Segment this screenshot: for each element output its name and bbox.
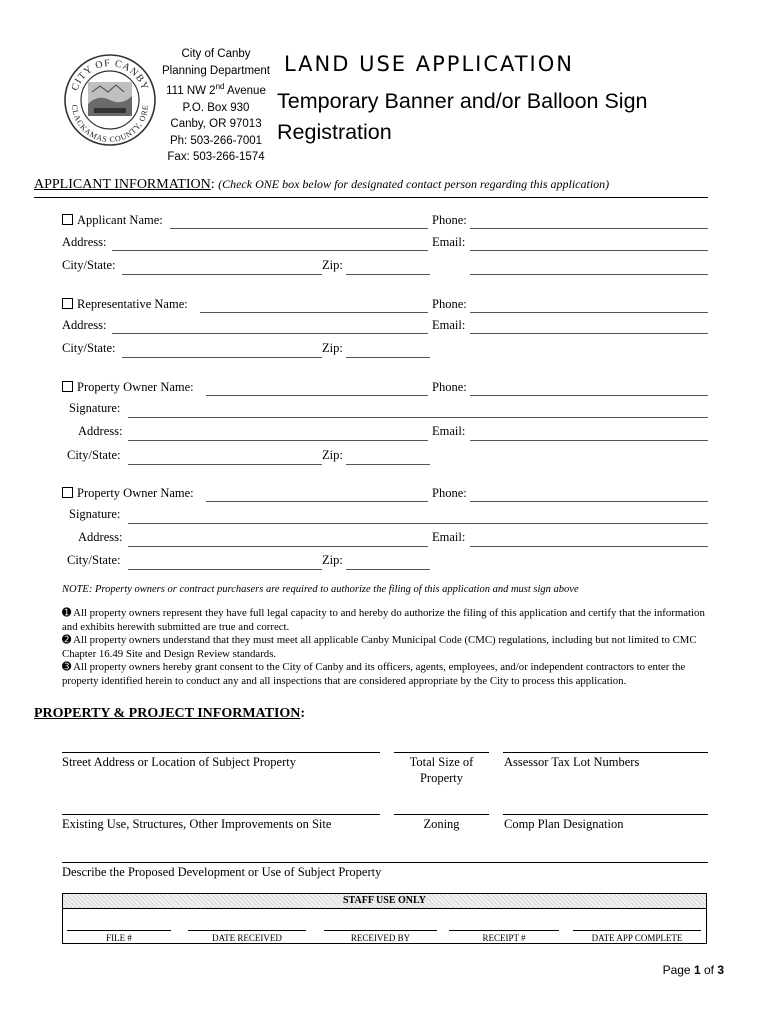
page-of: of — [700, 963, 718, 977]
owner2-zip-label: Zip: — [322, 553, 343, 567]
receipt-number-field[interactable] — [449, 930, 559, 931]
representative-phone-label: Phone: — [432, 297, 467, 311]
applicant-email-label: Email: — [432, 235, 466, 249]
owner1-zip-field[interactable] — [346, 464, 430, 465]
representative-checkbox[interactable] — [62, 298, 73, 309]
phone-number: Ph: 503-266-7001 — [169, 134, 263, 147]
applicant-name-label: Applicant Name: — [77, 213, 163, 227]
department-name: Planning Department — [161, 64, 271, 77]
applicant-name-field[interactable] — [170, 228, 428, 229]
applicant-zip-label: Zip: — [322, 258, 343, 272]
page-total: 3 — [717, 963, 724, 977]
owner2-name-field[interactable] — [206, 501, 428, 502]
representative-name-label: Representative Name: — [77, 297, 188, 311]
owner1-signature-label: Signature: — [69, 401, 121, 415]
existing-use-field[interactable] — [62, 814, 380, 815]
po-box: P.O. Box 930 — [182, 101, 250, 114]
applicant-checkbox[interactable] — [62, 214, 73, 225]
comp-plan-caption: Comp Plan Designation — [504, 817, 624, 831]
owner1-city-state-label: City/State: — [67, 448, 121, 462]
representative-address-label: Address: — [62, 318, 107, 332]
applicant-phone-label: Phone: — [432, 213, 467, 227]
file-number-label: FILE # — [106, 933, 132, 943]
applicant-heading-note: (Check ONE box below for designated contact person regarding this application) — [218, 177, 610, 191]
page-number: 1 — [693, 963, 701, 977]
property-heading-colon: : — [300, 706, 306, 721]
applicant-address-label: Address: — [62, 235, 107, 249]
street-address — [158, 79, 274, 99]
zoning-field[interactable] — [394, 814, 489, 815]
owner1-name-field[interactable] — [206, 395, 428, 396]
staff-use-box — [62, 893, 707, 944]
date-app-complete-field[interactable] — [573, 930, 701, 931]
page-indicator — [663, 963, 724, 977]
owner1-email-label: Email: — [432, 424, 466, 438]
owner2-signature-field[interactable] — [128, 523, 708, 524]
representative-city-state-label: City/State: — [62, 341, 116, 355]
svg-text:CITY OF CANBY: CITY OF CANBY — [69, 57, 151, 93]
date-received-field[interactable] — [188, 930, 306, 931]
owner1-checkbox[interactable] — [62, 381, 73, 392]
total-size-field[interactable] — [394, 752, 489, 753]
applicant-address-field[interactable] — [112, 250, 428, 251]
form-title: LAND USE APPLICATION — [284, 52, 574, 76]
owner1-zip-label: Zip: — [322, 448, 343, 462]
staff-use-heading: STAFF USE ONLY — [63, 894, 706, 909]
applicant-zip-field[interactable] — [346, 274, 430, 275]
property-section-heading — [34, 706, 305, 722]
file-number-field[interactable] — [67, 930, 171, 931]
representative-name-row — [62, 297, 188, 312]
owner2-address-label: Address: — [78, 530, 123, 544]
property-heading-text: PROPERTY & PROJECT INFORMATION — [34, 706, 301, 721]
owner1-phone-label: Phone: — [432, 380, 467, 394]
applicant-heading-colon: : — [210, 177, 215, 192]
owner2-address-field[interactable] — [128, 546, 428, 547]
owner1-phone-field[interactable] — [470, 395, 708, 396]
representative-address-field[interactable] — [112, 333, 428, 334]
applicant-name-row — [62, 213, 163, 228]
city-seal-logo — [62, 52, 158, 148]
owner1-email-field[interactable] — [470, 440, 708, 441]
owner1-city-state-field[interactable] — [128, 464, 322, 465]
comp-plan-field[interactable] — [503, 814, 708, 815]
owner2-name-row — [62, 486, 194, 501]
authorization-item-3: ➌ All property owners hereby grant consent to the City of Canby and its officers, agents, employees, and/or independent contractors to enter the property identified herein to conduct any and all inspections that are considered appropriate by the City to process this application. — [62, 661, 686, 687]
tax-lot-caption: Assessor Tax Lot Numbers — [504, 755, 640, 769]
owner1-address-label: Address: — [78, 424, 123, 438]
owner2-phone-label: Phone: — [432, 486, 467, 500]
proposed-development-field[interactable] — [62, 862, 708, 863]
representative-zip-label: Zip: — [322, 341, 343, 355]
street-address-caption: Street Address or Location of Subject Property — [62, 755, 296, 769]
owner2-city-state-field[interactable] — [128, 569, 322, 570]
zoning-caption: Zoning — [423, 817, 460, 831]
representative-zip-field[interactable] — [346, 357, 430, 358]
total-size-caption: Total Size of Property — [409, 755, 474, 785]
owner2-signature-label: Signature: — [69, 507, 121, 521]
street-address-field[interactable] — [62, 752, 380, 753]
authorization-item-2: ➋ All property owners understand that they must meet all applicable Canby Municipal Code (CMC) regulations, including but not limited to CMC Chapter 16.49 Site and Design Review standards. — [62, 634, 697, 660]
owner2-phone-field[interactable] — [470, 501, 708, 502]
form-subtitle: Temporary Banner and/or Balloon Sign Registration — [277, 89, 648, 144]
applicant-email-field[interactable] — [470, 250, 708, 251]
street-address-tail: Avenue — [224, 85, 266, 98]
city-state-zip: Canby, OR 97013 — [170, 118, 262, 131]
owner2-zip-field[interactable] — [346, 569, 430, 570]
owner-authorization-note: NOTE: Property owners or contract purchasers are required to authorize the filing of this application and must sign above — [62, 584, 579, 595]
authorization-item-1: ➊ All property owners represent they have full legal capacity to and hereby do authorize the filing of this application and certify that the information and exhibits herewith submitted are true and correct. — [62, 607, 705, 633]
applicant-phone-field[interactable] — [470, 228, 708, 229]
owner2-checkbox[interactable] — [62, 487, 73, 498]
existing-use-caption: Existing Use, Structures, Other Improvements on Site — [62, 817, 332, 831]
representative-city-state-field[interactable] — [122, 357, 322, 358]
owner1-signature-field[interactable] — [128, 417, 708, 418]
proposed-development-caption: Describe the Proposed Development or Use of Subject Property — [62, 865, 382, 879]
representative-email-field[interactable] — [470, 333, 708, 334]
received-by-field[interactable] — [324, 930, 437, 931]
date-app-complete-label: DATE APP COMPLETE — [591, 933, 683, 943]
department-address-block — [158, 46, 274, 166]
applicant-section-heading — [34, 177, 708, 198]
fax-number: Fax: 503-266-1574 — [167, 151, 265, 164]
representative-name-field[interactable] — [200, 312, 428, 313]
applicant-heading-text: APPLICANT INFORMATION — [34, 177, 211, 192]
tax-lot-field[interactable] — [503, 752, 708, 753]
owner1-name-label: Property Owner Name: — [77, 380, 194, 394]
representative-phone-field[interactable] — [470, 312, 708, 313]
receipt-number-label: RECEIPT # — [482, 933, 526, 943]
owner1-name-row — [62, 380, 194, 395]
owner1-address-field[interactable] — [128, 440, 428, 441]
owner2-email-field[interactable] — [470, 546, 708, 547]
page-prefix: Page — [662, 963, 694, 977]
representative-email-label: Email: — [432, 318, 466, 332]
applicant-city-state-label: City/State: — [62, 258, 116, 272]
applicant-extra-field[interactable] — [470, 274, 708, 275]
owner2-city-state-label: City/State: — [67, 553, 121, 567]
street-address-number: 111 NW 2 — [166, 85, 216, 98]
city-name: City of Canby — [181, 48, 251, 60]
svg-text:CLACKAMAS COUNTY, ORE: CLACKAMAS COUNTY, ORE — [69, 104, 151, 145]
received-by-label: RECEIVED BY — [350, 933, 411, 943]
owner2-email-label: Email: — [432, 530, 466, 544]
date-received-label: DATE RECEIVED — [212, 933, 282, 943]
applicant-city-state-field[interactable] — [122, 274, 322, 275]
owner2-name-label: Property Owner Name: — [77, 486, 194, 500]
street-address-suffix: nd — [215, 82, 225, 92]
